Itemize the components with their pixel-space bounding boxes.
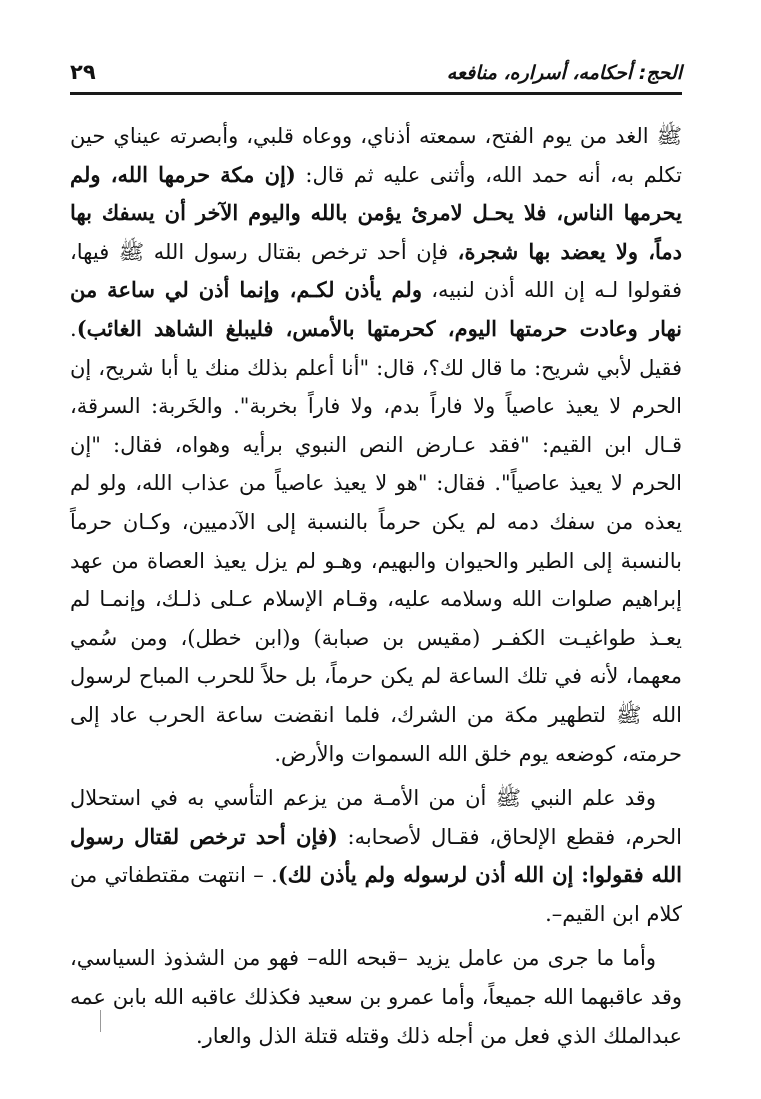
text-segment: . – انتهت مقتطفاتي من كلام ابن القيم–.: [70, 863, 682, 926]
paragraph-3: [70, 939, 682, 1055]
paragraph-2: [70, 779, 682, 933]
header-rule: [70, 92, 682, 95]
paragraph-1: [70, 117, 682, 773]
text-segment: ﷺ الغد من يوم الفتح، سمعته أذناي، ووعاه قلبي، وأبصرته عيناي حين تكلم به، أنه حمد الله، وأثنى عليه ثم قال:: [70, 124, 682, 187]
running-title: الحج: أحكامه، أسراره، منافعه: [446, 62, 682, 84]
body-text: [70, 117, 682, 1055]
text-segment: وقد علم النبي ﷺ أن من الأمـة من يزعم التأسي به في استحلال الحرم، فقطع الإلحاق، فقـال لأصحابه:: [70, 786, 682, 849]
hadith-quote: ولم يأذن لكـم، وإنما أذن لي ساعة من نهار وعادت حرمتها اليوم، كحرمتها بالأمس، فليبلغ الشاهد الغائب): [70, 277, 682, 341]
text-segment: . فقيل لأبي شريح: ما قال لك؟، قال: "أنا أعلم بذلك منك يا أبا شريح، إن الحرم لا يعيذ عاصياً ولا فاراً بدم، ولا فاراً بخربة". والخَربة: السرقة، قـال ابن القيم: "فقد عـارض النص النبوي برأيه وهواه، فقال: "إن الحرم لا يعيذ عاصياً". فقال: "هو لا يعيذ عاصياً من عذاب الله، ولو لم يعذه من سفك دمه لم يكن حرماً بالنسبة إلى الآدميين، وكـان حرماً بالنسبة إلى الطير والحيوان والبهيم، وهـو لم يزل يعيذ العصاة من عهد إبراهيم صلوات الله وسلامه عليه، وقـام الإسلام عـلى ذلـك، وإنمـا لم يعـذ طواغيـت الكفـر (مقيس بن صبابة) و(ابن خطل)، ومن سُمي معهما، لأنه في تلك الساعة لم يكن حرماً، بل حلاً للحرب المباح لرسول الله ﷺ لتطهير مكة من الشرك، فلما انقضت ساعة الحرب عاد إلى حرمته، كوضعه يوم خلق الله السموات والأرض.: [70, 316, 683, 766]
text-segment: وأما ما جرى من عامل يزيد –قبحه الله– فهو من الشذوذ السياسي، وقد عاقبهما الله جميعاً، وأما عمرو بن سعيد فكذلك عاقبه الله بابن عمه عبدالملك الذي فعل من أجله ذلك وقتله قتلة الذل والعار.: [70, 946, 682, 1048]
scan-mark: [100, 1010, 101, 1032]
hadith-quote: (فإن أحد ترخص لقتال رسول الله فقولوا: إن الله أذن لرسوله ولم يأذن لك): [70, 823, 682, 888]
text-segment: فإن أحد ترخص بقتال رسول الله ﷺ فيها، فقولوا لـه إن الله أذن لنبيه،: [70, 239, 682, 303]
running-header: [70, 58, 682, 92]
page-number: ٢٩: [70, 60, 96, 84]
hadith-quote: (إن مكة حرمها الله، ولم يحرمها الناس، فلا يحـل لامرئ يؤمن بالله واليوم الآخر أن يسفك بها دماً، ولا يعضد بها شجرة،: [70, 161, 682, 264]
